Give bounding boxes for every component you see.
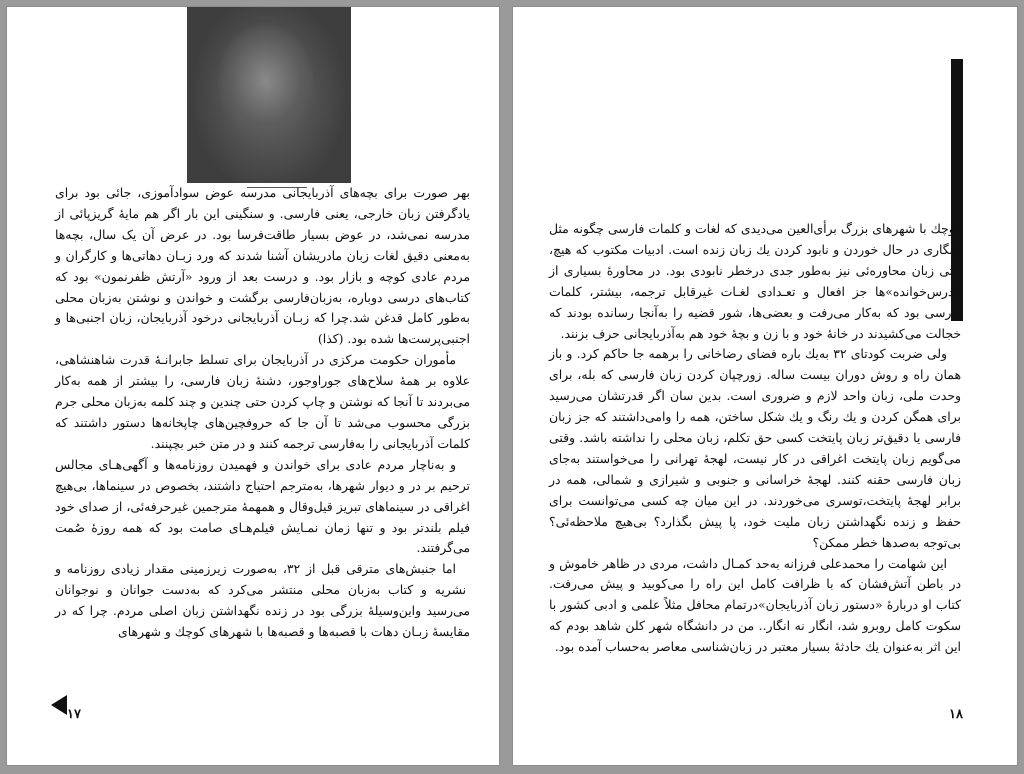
left-page <box>6 6 500 766</box>
text-line: متن خبر بچپنند. <box>150 435 230 451</box>
text-line: که بله، برای وحدت ملی، زبان واحد لازم و ضروری است. بدین سان اگر <box>549 367 961 404</box>
text-line: (کذا) <box>317 331 344 347</box>
text-line: قضیه را به‌آنجا رسانده بودند که خجالت می‌کشیدند در خانهٔ خود و با زن و <box>549 304 961 341</box>
text-line: صامت بود که همه روزهٔ صُمت می‌گرفتند. <box>55 519 470 556</box>
text-line: جنوبی و شیرازی و شمالی، همه در برابر لهجهٔ پایتخت،توسری می‌خوردند. <box>549 471 961 508</box>
author-portrait-photo <box>187 7 351 183</box>
text-line: محلی را نداشته باشد. وقتی می‌گویم زبان پایتخت اغراقی در کار نیست، <box>549 430 961 466</box>
text-line: در این میان چه کسی می‌توانست برای حفظ و زنده نگهداشتن زبان ملیت <box>549 492 961 529</box>
text-line: خاموش و در باطن آتش‌فشان که با ظرافت کامل این راه را می‌کوبید و پیش <box>549 555 961 592</box>
text-line: گریزپائی از مدرسه نمی‌شد، در عوض بسیار طاقت‌فرسا بود. در عرض آن یک <box>55 205 470 242</box>
text-line: کوچك با شهرهای بزرگ برأی‌العین می‌دیدی که لغات و کلمات فارسی <box>603 221 961 236</box>
right-page <box>512 6 1018 766</box>
text-line: و به‌ناچار مردم عادی برای خواندن و فهمیدن روزنامه‌ها و آگهی‌هـای <box>92 456 456 472</box>
text-line: لهجهٔ تهرانی را می‌خواستند به‌جای زبان فارسی حقنه کنند. لهجهٔ خراسانی و <box>549 450 961 487</box>
text-line: می‌رفت. کتاب او دربارهٔ «دستور زبان آذربایجان»درتمام محافل مثلاً علمی و <box>549 576 961 613</box>
text-line: «آرتش ظفرنمون» بود که کتاب‌های درسی دوباره، به‌زبان‌فارسی برگشت و <box>55 268 470 305</box>
text-line: بچهٔ خود هم به‌آذربایجانی حرف بزنند. <box>560 325 750 341</box>
text-line: این شهامت را محمدعلی فرزانه به‌حد کمـال داشت، مردی در ظاهر <box>598 555 947 571</box>
text-line: غیرحرفه‌ئی، از صدای خود فیلم بلندتر بود و تنها زمان نمـایش فیلم‌هـای <box>55 498 471 535</box>
text-line: ادبیات مکتوب که هیچ، حتی زبان محاوره‌ئی نیز به‌طور جدی درخطر نابودی <box>549 241 961 278</box>
text-line: در مقایسهٔ زبـان دهات با قصبه‌ها و قصبه‌ها با شهرهای کوچك و شهرهای <box>55 603 470 640</box>
text-line: بود برای یادگرفتن زبان خارجی، یعنی فارسی. و سنگینی این بار اگر هم مایهٔ <box>55 185 470 221</box>
text-line: سینماها، بی‌هیچ اغراقی در سینماهای تبریز قیل‌وقال و همهمهٔ مترجمین <box>55 477 470 514</box>
text-line: اما جنبش‌های مترقی قبل از ۳۲، به‌صورت زیرزمینی مقدار زیادی روزنامه <box>60 561 456 577</box>
left-page-text <box>55 183 470 643</box>
text-line: قدرتشان می‌رسید برای همگن کردن و یك رنگ و یك شکل ساختن، همه را <box>549 388 961 425</box>
text-line: سال، بچه‌ها به‌معنی دقیق لغات زبان مادریشان آشنا شدند که ورد زبـان <box>55 226 470 263</box>
text-line: خود، پا پیش بگذارد؟ بی‌هیچ ملاحظه‌ئی؟ بی‌توجه به‌صدها خطر ممکن؟ <box>549 513 961 550</box>
text-line: آذربایجانی درخود آذربایجان، زبان اجنبی‌ها و اجنبی‌پرست‌ها شده بود. <box>55 310 470 347</box>
text-line: بود. در محاورهٔ بسیاری از «درس‌خوانده»ها جز افعال و تعـدادی لغـات <box>549 262 961 299</box>
right-page-number: ۱۸ <box>949 707 963 722</box>
text-line: کلمه به‌زبان محلی جرم بزرگی محسوب می‌شد تا آن جا که حروفچین‌های <box>55 394 471 430</box>
text-line: از همه به‌کار می‌بردند تا آنجا که نوشتن و چاپ کردن حتی چندین و چند <box>55 373 470 410</box>
text-line: کرد. و باز همان راه و روش دوران بیست ساله. زورچپان کردن زبان فارسی <box>549 346 961 383</box>
text-line: می‌رسید واین‌وسیلهٔ بزرگی بود در زنده نگهداشتن زبان اصلی مردم. چرا که <box>66 603 470 619</box>
text-line: ولی ضربت کودتای ۳۲ به‌یك باره فضای رضاخانی را برهمه جا حاکم <box>598 346 947 362</box>
text-line: و نشریه و کتاب به‌زبان محلی منتشر می‌کرد که به‌دست جوانان و نوجوانان <box>55 561 467 598</box>
text-line: شاهنشاهی، علاوه بر همهٔ سلاح‌های جوراوجور، دشنهٔ زبان فارسی، را بیشتر <box>55 352 470 389</box>
text-line: وامی‌داشتند که جز زبان فارسی یا دقیق‌تر زبان پایتخت کسی حق تکلم، زبان <box>549 409 961 446</box>
text-line: مأموران حکومت مرکزی در آذربایجان برای تسلط جابرانـهٔ قدرت <box>115 352 456 368</box>
text-line: مجالس ترحیم بر در و دیوار شهرها، به‌مترجم احتیاج داشتند، بخصوص در <box>55 456 470 493</box>
text-line: کلن شاهد بودم که این اثر به‌عنوان یك حادثهٔ بسیار معتبر در زبان‌شناسی <box>549 618 961 655</box>
text-line: چگونه مثل چنگاری در حال خوردن و نابود کردن یك زبان زنده است. <box>549 221 961 257</box>
text-line: دهاتی‌ها و کارگران و مردم عادی کوچه و بازار بود. و درست بعد از ورود <box>55 247 470 284</box>
previous-page-arrow-icon[interactable] <box>51 695 67 715</box>
right-page-text <box>549 219 961 658</box>
text-line: ادبی کشور با سکوت کامل روبرو شد، انگار نه انگار.. من در دانشگاه شهر <box>549 597 961 634</box>
left-page-number: ۱۷ <box>67 707 81 722</box>
text-line: غیرقابل ترجمه، بیشتر، کلمات فارسی بود که به‌کار می‌رفت و بعضی‌ها، شور <box>549 283 962 320</box>
text-line: معاصر به‌حساب آمده بود. <box>554 639 688 655</box>
text-line: خواندن و نوشتن به‌زبان محلی به‌طور کامل قدغن شد.چرا که زبـان <box>55 289 471 326</box>
text-line: بهر صورت برای بچه‌های آذربایجانی مدرسه عوض سوادآموزی، جائی <box>99 185 470 200</box>
text-line: چاپخانه‌ها دستور داشتند که کلمات آذربایجانی را به‌فارسی ترجمه کنند و در <box>55 414 470 451</box>
